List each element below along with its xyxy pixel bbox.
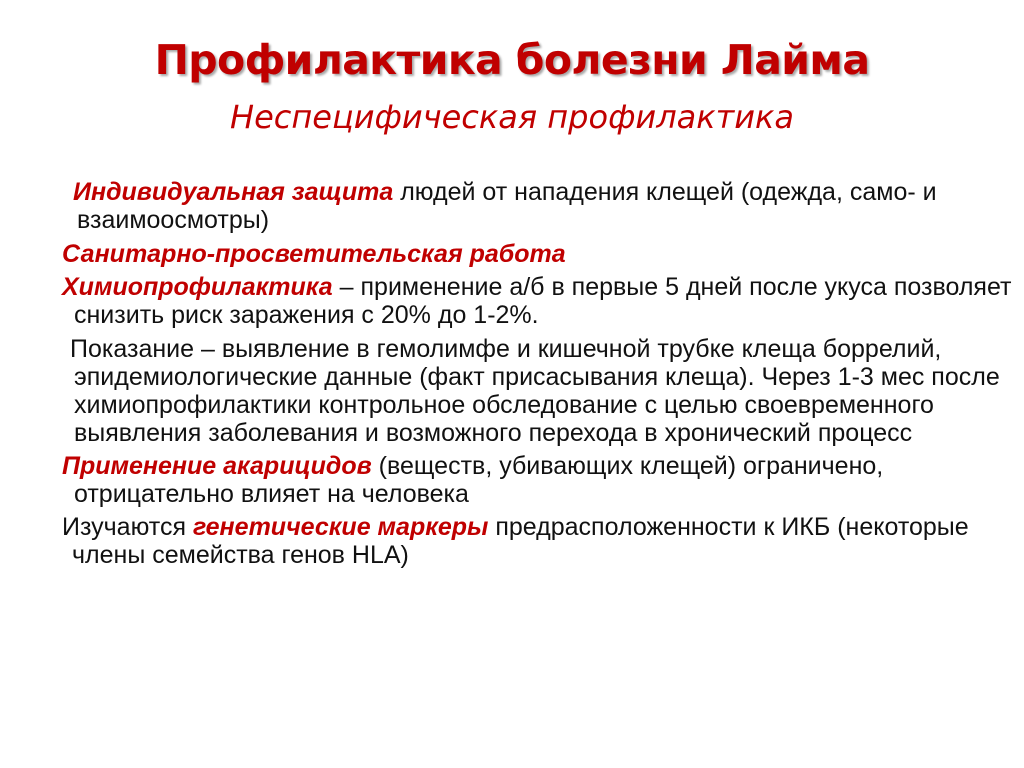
paragraph-indication bbox=[62, 335, 1017, 447]
paragraph-text: (веществ, убивающих клещей) ограничено, отрицательно влияет на человека bbox=[74, 452, 884, 508]
highlight-chemoprophylaxis: Химиопрофилактика bbox=[62, 273, 333, 301]
paragraph-sanitary-education bbox=[62, 240, 1017, 268]
paragraph-text: людей от нападения клещей (одежда, само- и взаимоосмотры) bbox=[77, 178, 937, 234]
paragraph-text: – применение а/б в первые 5 дней после укуса позволяет снизить риск заражения с 20% до 1-2%. bbox=[74, 273, 1012, 329]
slide-subtitle: Неспецифическая профилактика bbox=[230, 98, 794, 136]
paragraph-individual-protection bbox=[62, 178, 1017, 234]
slide-title: Профилактика болезни Лайма bbox=[154, 36, 870, 84]
paragraph-chemoprophylaxis bbox=[62, 273, 1017, 329]
paragraph-text: предрасположенности к ИКБ (некоторые члены семейства генов HLA) bbox=[72, 513, 969, 569]
highlight-acaricides: Применение акарицидов bbox=[62, 452, 372, 480]
slide-body bbox=[62, 178, 1017, 574]
paragraph-acaricides bbox=[62, 452, 1017, 508]
paragraph-text: Показание – выявление в гемолимфе и кишечной трубке клеща боррелий, эпидемиологические данные (факт присасывания клеща). Через 1-3 мес после химиопрофилактики контрольное обследование с целью своевременного выявления заболевания и возможного перехода в хронический процесс bbox=[70, 335, 1000, 447]
paragraph-genetic-markers bbox=[62, 513, 1017, 569]
paragraph-text-before: Изучаются bbox=[62, 513, 193, 541]
highlight-individual-protection: Индивидуальная защита bbox=[73, 178, 394, 206]
highlight-sanitary-education: Санитарно-просветительская работа bbox=[62, 240, 566, 268]
highlight-genetic-markers: генетические маркеры bbox=[192, 513, 489, 541]
